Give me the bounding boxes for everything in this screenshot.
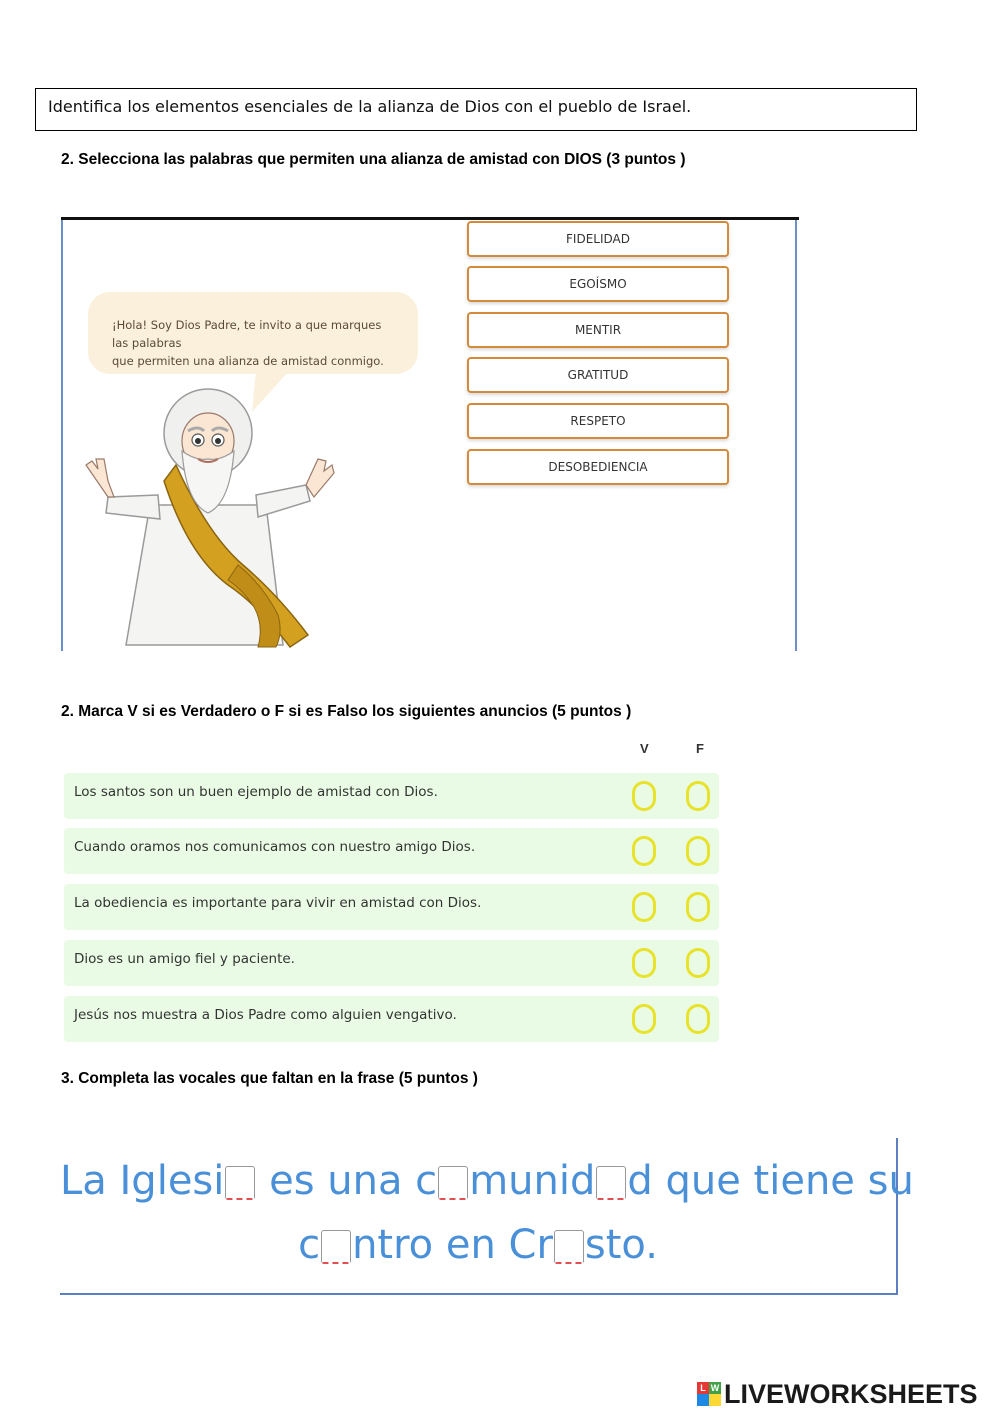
tf-row-1-false-option[interactable] [686, 781, 710, 811]
tf-statement-5: Jesús nos muestra a Dios Padre como alguien vengativo. [74, 1007, 457, 1023]
sentence-fragment: munid [469, 1158, 596, 1204]
tf-row-2 [64, 828, 719, 874]
column-header-v: V [640, 741, 649, 756]
liveworksheets-logo-icon [697, 1382, 721, 1406]
tf-statement-3: La obediencia es importante para vivir en amistad con Dios. [74, 895, 482, 911]
word-option-gratitud[interactable]: GRATITUD [467, 357, 729, 393]
logo-tile-w: W [710, 1383, 720, 1393]
sentence-line-2 [60, 1220, 896, 1270]
tf-row-4-false-option[interactable] [686, 948, 710, 978]
speech-bubble-line-1: ¡Hola! Soy Dios Padre, te invito a que marques las palabras [112, 318, 382, 350]
tf-statement-2: Cuando oramos nos comunicamos con nuestro amigo Dios. [74, 839, 476, 855]
speech-bubble-line-2: que permiten una alianza de amistad conmigo. [112, 354, 384, 368]
vowel-blank-4[interactable] [321, 1230, 351, 1264]
vowel-blank-3[interactable] [596, 1166, 626, 1200]
word-option-egoismo[interactable]: EGOÍSMO [467, 266, 729, 302]
vowel-blank-2[interactable] [438, 1166, 468, 1200]
intro-text: Identifica los elementos esenciales de la alianza de Dios con el pueblo de Israel. [48, 97, 692, 116]
sentence-fragment: sto. [584, 1222, 658, 1268]
question-2-title: 2. Marca V si es Verdadero o F si es Falso los siguientes anuncios (5 puntos ) [61, 703, 632, 720]
word-option-fidelidad[interactable]: FIDELIDAD [467, 221, 729, 257]
tf-row-5-false-option[interactable] [686, 1004, 710, 1034]
sentence-fragment: ntro en Cr [352, 1222, 553, 1268]
speech-bubble [88, 292, 418, 374]
vowel-blank-5[interactable] [554, 1230, 584, 1264]
tf-row-1-true-option[interactable] [632, 781, 656, 811]
word-option-mentir[interactable]: MENTIR [467, 312, 729, 348]
god-father-illustration [78, 385, 338, 651]
section-1-left-border [61, 220, 63, 651]
sentence-fragment: c [298, 1222, 321, 1268]
logo-tile-yellow [709, 1394, 721, 1406]
tf-row-2-true-option[interactable] [632, 836, 656, 866]
section-3-bottom-border [60, 1293, 898, 1295]
question-3-title: 3. Completa las vocales que faltan en la frase (5 puntos ) [61, 1070, 478, 1087]
tf-row-3-false-option[interactable] [686, 892, 710, 922]
intro-box [35, 88, 917, 131]
vowel-blank-1[interactable] [225, 1166, 255, 1200]
tf-row-5-true-option[interactable] [632, 1004, 656, 1034]
tf-statement-1: Los santos son un buen ejemplo de amistad con Dios. [74, 784, 438, 800]
liveworksheets-logo [697, 1378, 978, 1410]
section-1-right-border [795, 220, 797, 651]
tf-row-4-true-option[interactable] [632, 948, 656, 978]
word-option-desobediencia[interactable]: DESOBEDIENCIA [467, 449, 729, 485]
sentence-line-1 [60, 1156, 914, 1206]
tf-row-2-false-option[interactable] [686, 836, 710, 866]
tf-row-3 [64, 884, 719, 930]
tf-row-5 [64, 996, 719, 1042]
logo-tile-l: L [697, 1382, 709, 1394]
sentence-fragment: La Iglesi [60, 1158, 225, 1204]
tf-row-4 [64, 940, 719, 986]
word-option-respeto[interactable]: RESPETO [467, 403, 729, 439]
column-header-f: F [696, 741, 704, 756]
section-1-top-border [61, 217, 799, 220]
sentence-fragment: es una c [256, 1158, 438, 1204]
tf-row-3-true-option[interactable] [632, 892, 656, 922]
sentence-fragment: d que tiene su [627, 1158, 914, 1204]
liveworksheets-logo-text: LIVEWORKSHEETS [724, 1378, 978, 1409]
logo-tile-blue [697, 1394, 709, 1406]
tf-statement-4: Dios es un amigo fiel y paciente. [74, 951, 295, 967]
tf-row-1 [64, 773, 719, 819]
question-1-title: 2. Selecciona las palabras que permiten una alianza de amistad con DIOS (3 puntos ) [61, 151, 686, 168]
